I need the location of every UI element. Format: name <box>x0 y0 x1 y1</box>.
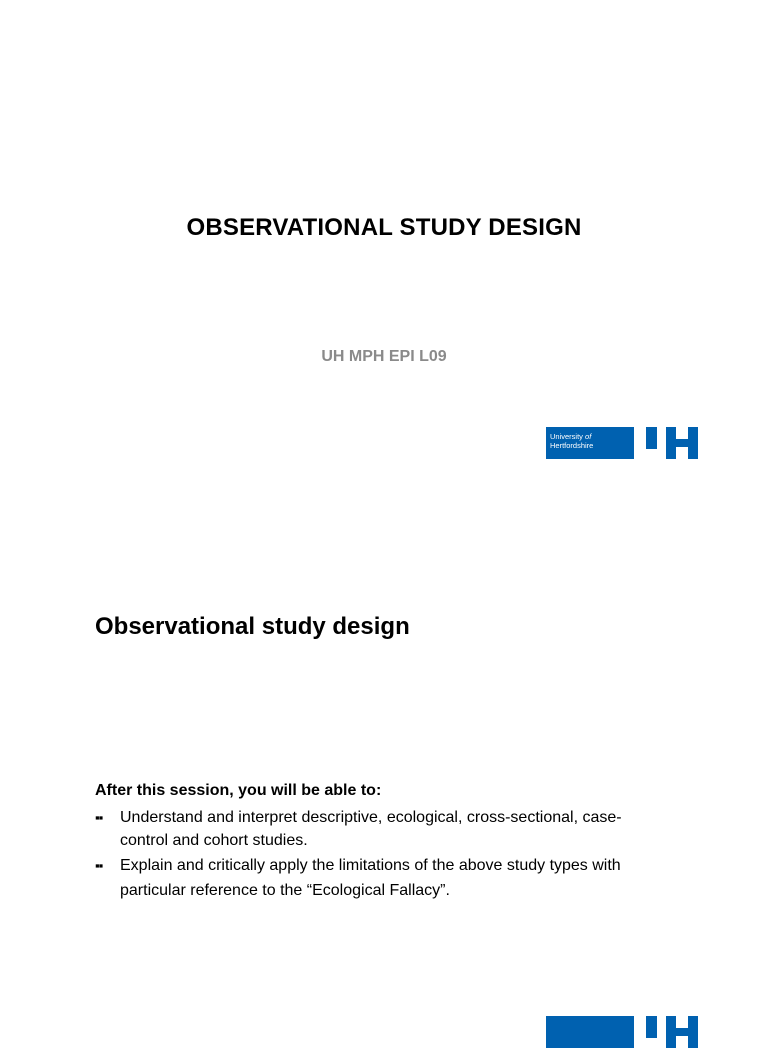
bullet-icon: ▪▪ <box>95 858 103 873</box>
university-logo <box>546 427 698 459</box>
university-logo <box>546 1016 698 1048</box>
list-item-text: Explain and critically apply the limitations of the above study types with particular reference to the “Ecological Fallacy”. <box>120 857 621 899</box>
logo-line1-main: University <box>550 432 583 441</box>
objectives-heading: After this session, you will be able to: <box>95 782 382 799</box>
list-item-text: Understand and interpret descriptive, ecological, cross-sectional, case-control and cohort studies. <box>120 809 622 849</box>
slide-subtitle: UH MPH EPI L09 <box>321 348 447 365</box>
slide-title: OBSERVATIONAL STUDY DESIGN <box>186 214 582 241</box>
bullet-icon: ▪▪ <box>95 810 103 825</box>
list-item <box>95 853 625 903</box>
slide-title: Observational study design <box>95 613 410 640</box>
uh-logo-icon <box>546 1016 698 1048</box>
logo-wordmark <box>550 433 593 450</box>
logo-line2: Hertfordshire <box>550 440 594 450</box>
logo-line1-italic: of <box>585 432 592 441</box>
list-item <box>95 806 625 852</box>
